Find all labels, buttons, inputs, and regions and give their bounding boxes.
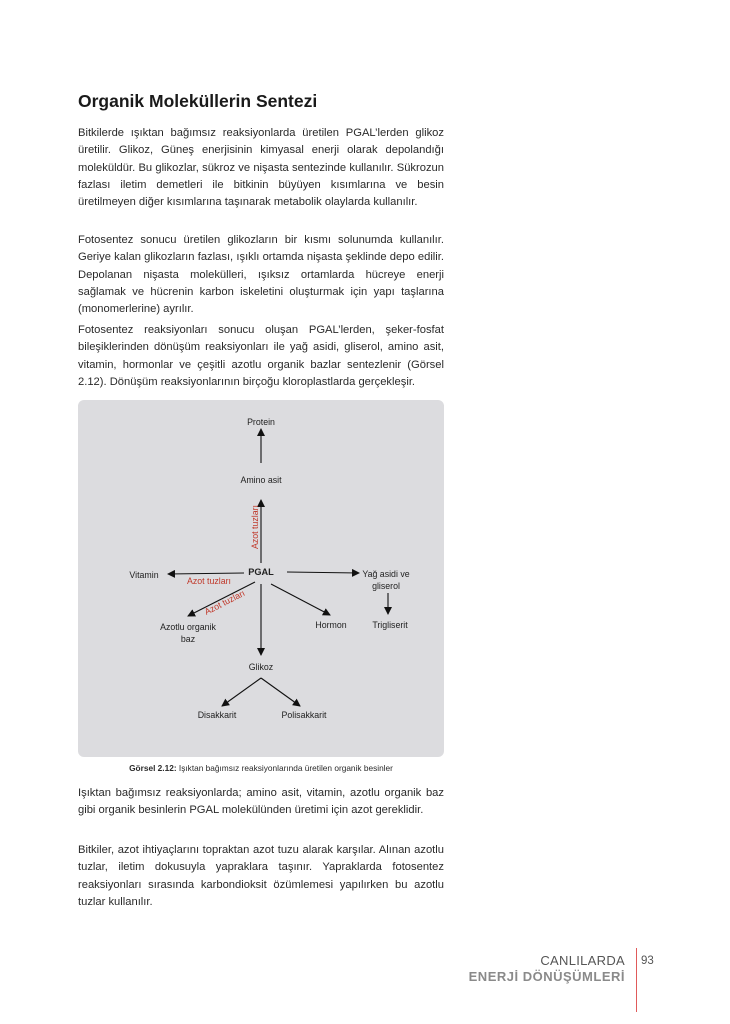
node-trigliserit: Trigliserit (372, 620, 408, 630)
node-hormon: Hormon (315, 620, 347, 630)
figure-caption (78, 763, 444, 773)
node-glikoz: Glikoz (248, 662, 274, 672)
node-azotlu-line1: Azotlu organik (160, 622, 216, 632)
footer-divider (636, 948, 637, 1012)
pgal-diagram (78, 400, 444, 757)
node-pgal: PGAL (248, 567, 274, 577)
label-azot-tuzlari-diagonal: Azot tuzları (202, 587, 247, 617)
label-azot-tuzlari-horizontal: Azot tuzları (186, 576, 232, 586)
page-number: 93 (641, 955, 654, 967)
arrow-pgal-vitamin (168, 573, 244, 574)
paragraph: Fotosentez reaksiyonları sonucu oluşan PGAL’lerden, şeker-fosfat bileşiklerinden dönüşüm reaksiyonları ile yağ asidi, gliserol, amino asit, vitamin, hormonlar ve çeşitli azotlu organik bazlar sentezlenir (Görsel 2.12). Dönüşüm reaksiyonlarının birçoğu kloroplastlarda gerçekleşir. (78, 324, 444, 388)
arrow-pgal-hormon (271, 584, 330, 615)
node-vitamin: Vitamin (129, 570, 159, 580)
diagram-figure (78, 400, 444, 757)
chapter-title-top: CANLILARDA (540, 953, 625, 968)
chapter-footer (469, 953, 625, 984)
caption-text: Işıktan bağımsız reaksiyonlarında üretilen organik besinler (176, 763, 393, 773)
section-heading: Organik Moleküllerin Sentezi (78, 91, 318, 111)
node-protein: Protein (247, 417, 275, 427)
arrow-glikoz-polisakkarit (261, 678, 300, 706)
arrow-glikoz-disakkarit (222, 678, 261, 706)
paragraph: Bitkiler, azot ihtiyaçlarını topraktan azot tuzu alarak karşılar. Alınan azotlu tuzlar, iletim dokusuyla yapraklara taşınır. Yapraklarda fotosentez reaksiyonları sırasında karbondioksit özümlemesi yapılırken bu azotlu tuzlar kullanılır. (78, 844, 444, 908)
label-azot-tuzlari-vertical: Azot tuzları (250, 504, 260, 550)
node-amino-asit: Amino asit (240, 475, 282, 485)
node-yag-asidi-line2: gliserol (372, 581, 400, 591)
paragraph: Işıktan bağımsız reaksiyonlarda; amino asit, vitamin, azotlu organik baz gibi organik besinlerin PGAL molekülünden üretimi için azot gereklidir. (78, 787, 444, 817)
paragraph: Bitkilerde ışıktan bağımsız reaksiyonlarda üretilen PGAL’lerden glikoz üretilir. Glikoz, Güneş enerjisinin kimyasal enerji olarak depolandığı moleküldür. Bu glikozlar, sükroz ve nişasta sentezinde kullanılır. Sükrozun fazlası iletim demetleri ile bitkinin büyüyen kısımlarına ve besin üretilmeyen diğer kısımlarına taşınarak metabolik olaylarda kullanılır. (78, 127, 444, 209)
arrow-pgal-yag (287, 572, 359, 573)
node-polisakkarit: Polisakkarit (281, 710, 327, 720)
chapter-title-bottom: ENERJİ DÖNÜŞÜMLERİ (468, 969, 625, 984)
node-azotlu-line2: baz (180, 634, 196, 644)
node-yag-asidi-line1: Yağ asidi ve (362, 569, 410, 579)
node-disakkarit: Disakkarit (197, 710, 237, 720)
caption-label: Görsel 2.12: (129, 763, 177, 773)
paragraph: Fotosentez sonucu üretilen glikozların bir kısmı solunumda kullanılır. Geriye kalan glikozların fazlası, ışıklı ortamda nişasta şeklinde depo edilir. Depolanan nişasta molekülleri, ışıksız ortamlarda hücreye enerji sağlamak ve hücrenin karbon iskeletini oluşturmak için yapı taşlarına (monomerlerine) ayrılır. (78, 234, 444, 316)
